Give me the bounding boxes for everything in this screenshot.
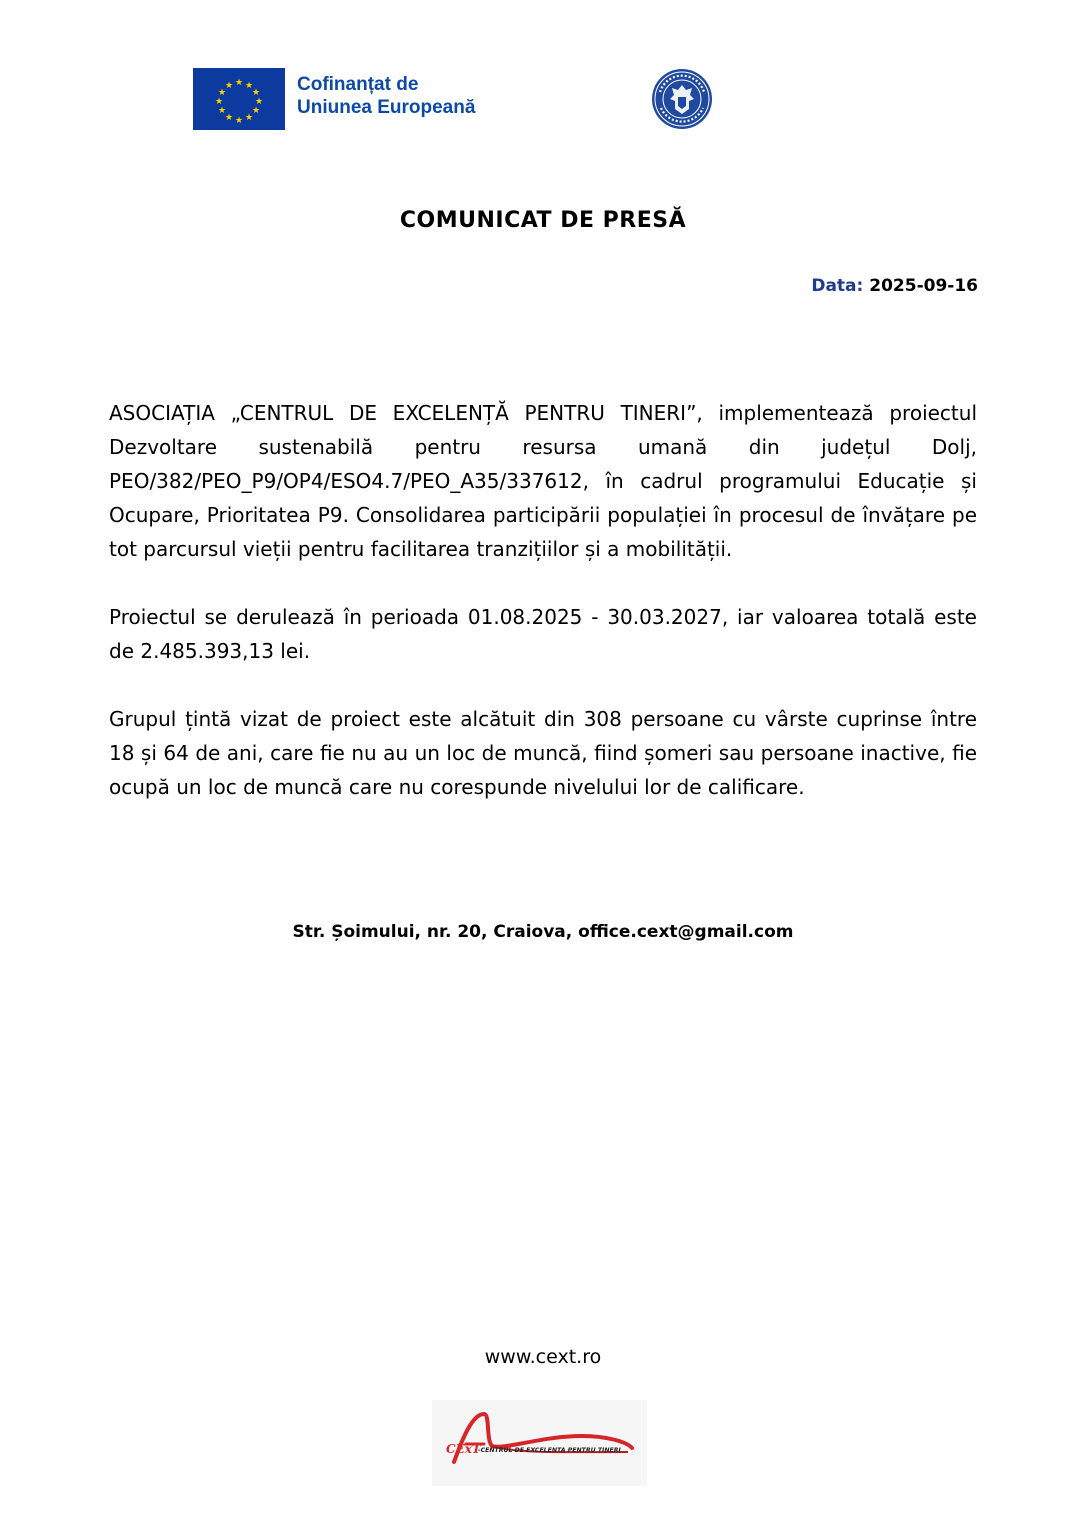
cext-logo-mark: CExT <box>446 1442 481 1456</box>
contact-address: Str. Șoimului, nr. 20, Craiova, office.cext@gmail.com <box>292 922 794 942</box>
eu-flag-icon <box>193 68 285 130</box>
eu-line-2: Uniunea Europeană <box>297 97 476 118</box>
svg-text:★: ★ <box>224 81 234 91</box>
romanian-government-seal-icon <box>651 68 713 130</box>
page-title: COMUNICAT DE PRESĂ <box>399 208 687 233</box>
svg-text:★: ★ <box>251 106 261 116</box>
date-label: Data: <box>811 276 864 296</box>
press-release-body <box>109 396 977 838</box>
eu-line-1: Cofinanțat de <box>297 74 419 95</box>
cext-logo-caption: -CENTRUL DE EXCELENTA PENTRU TINERI <box>478 1447 621 1454</box>
cext-logo <box>432 1400 647 1486</box>
svg-text:★: ★ <box>217 88 227 98</box>
date-line <box>811 276 978 296</box>
eu-cofinancing-label <box>297 73 475 119</box>
svg-text:★: ★ <box>244 113 254 123</box>
svg-text:★: ★ <box>224 113 234 123</box>
paragraph-target-group: Grupul țintă vizat de proiect este alcătuit din 308 persoane cu vârste cuprinse între 18 și 64 de ani, care fie nu au un loc de muncă, fiind șomeri sau persoane inactive, fie ocupă un loc de muncă care nu corespunde nivelului lor de calificare. <box>109 707 977 799</box>
svg-text:★: ★ <box>254 97 264 107</box>
svg-text:★: ★ <box>217 106 227 116</box>
svg-text:★: ★ <box>234 78 244 88</box>
svg-text:★: ★ <box>244 81 254 91</box>
date-value: 2025-09-16 <box>869 276 978 296</box>
header <box>0 0 1086 140</box>
svg-text:★: ★ <box>251 88 261 98</box>
svg-text:★: ★ <box>234 116 244 126</box>
svg-text:★: ★ <box>214 97 224 107</box>
paragraph-period-value: Proiectul se derulează în perioada 01.08.2025 - 30.03.2027, iar valoarea totală este de 2.485.393,13 lei. <box>109 605 977 663</box>
website-link[interactable]: www.cext.ro <box>484 1346 602 1368</box>
paragraph-project-description: ASOCIAȚIA „CENTRUL DE EXCELENȚĂ PENTRU TINERI”, implementează proiectul Dezvoltare sustenabilă pentru resursa umană din județul Dolj, PEO/382/PEO_P9/OP4/ESO4.7/PEO_A35/337612, în cadrul programului Educație și Ocupare, Prioritatea P9. Consolidarea participării populației în procesul de învățare pe tot parcursul vieții pentru facilitarea tranzițiilor și a mobilității. <box>109 401 977 561</box>
